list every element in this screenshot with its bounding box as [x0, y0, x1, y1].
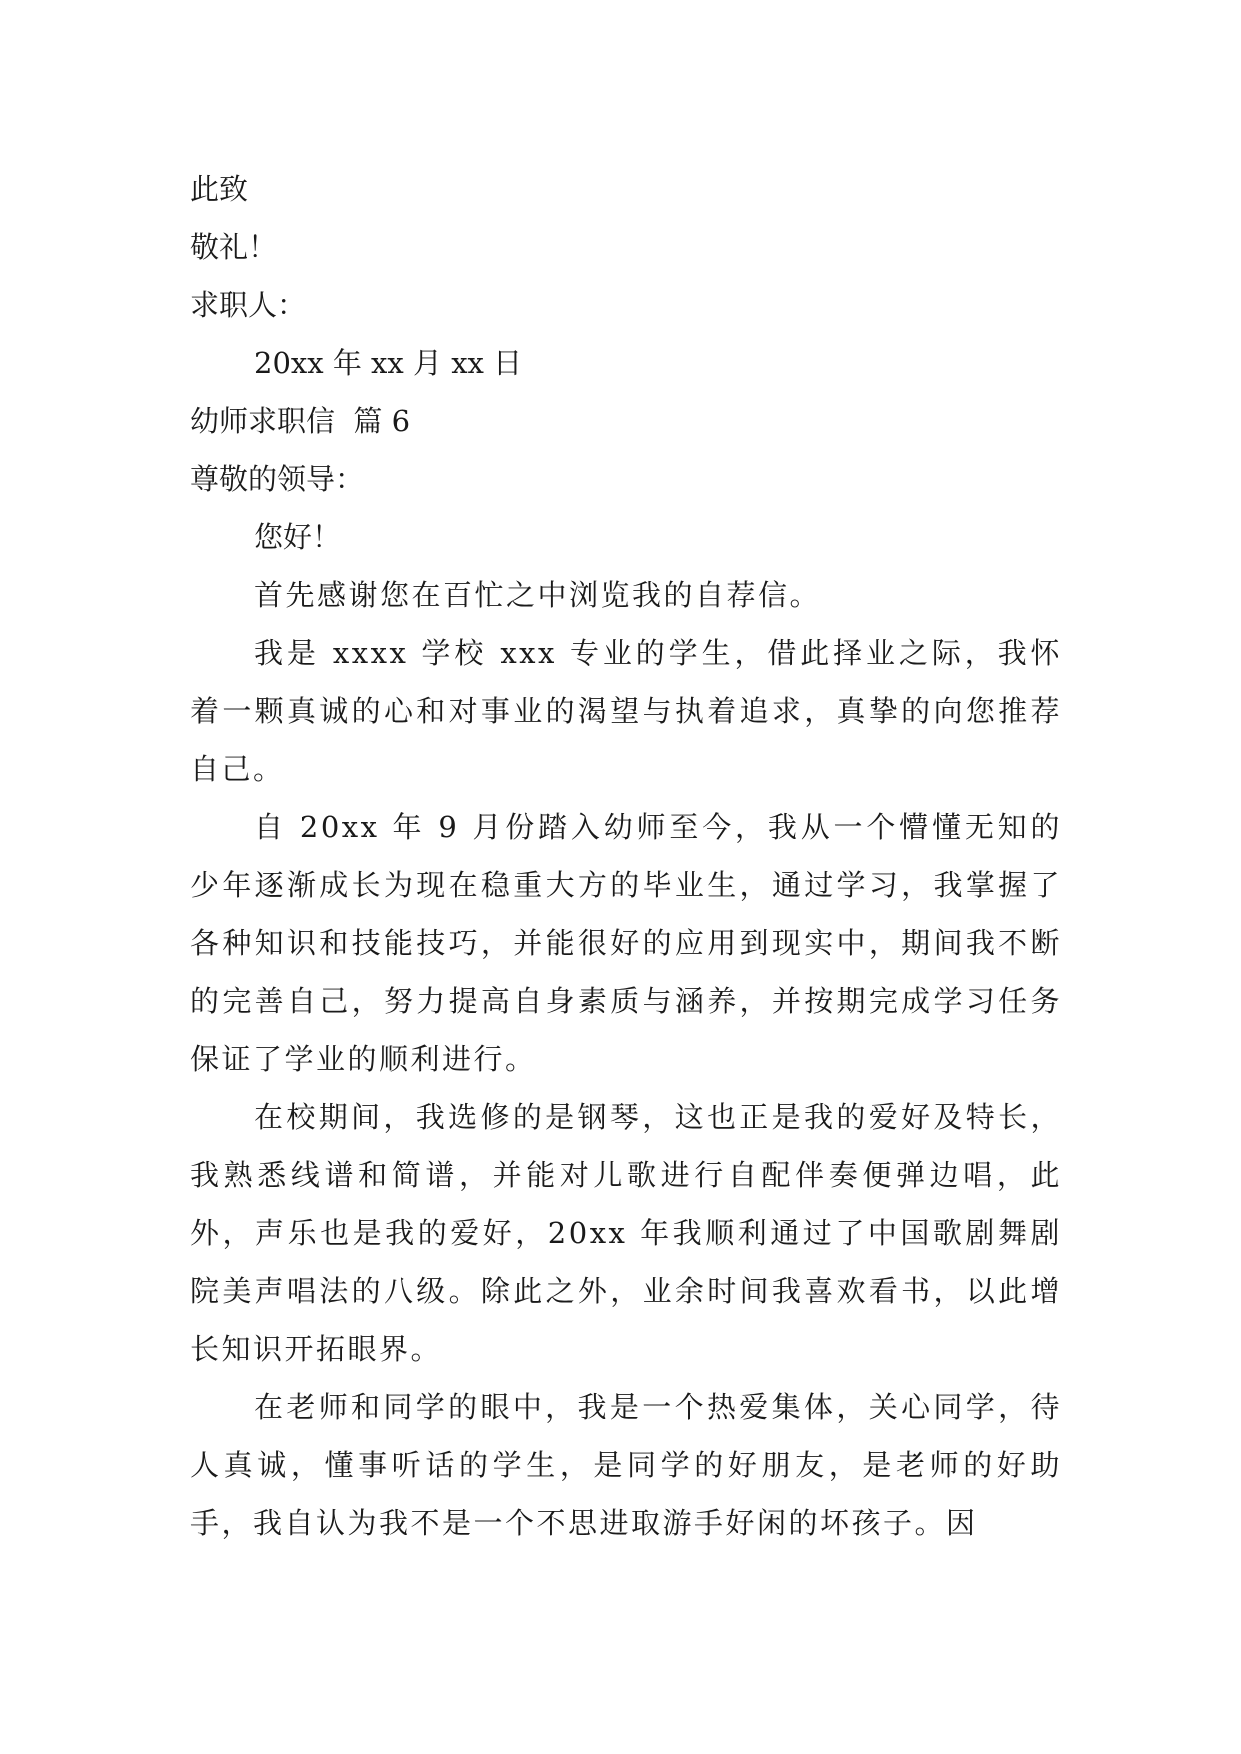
paragraph: 在老师和同学的眼中，我是一个热爱集体，关心同学，待人真诚，懂事听话的学生，是同学的好朋友，是老师的好助手，我自认为我不是一个不思进取游手好闲的坏孩子。因	[190, 1390, 1062, 1540]
hello-line: 您好！	[254, 520, 342, 554]
paragraph: 我是 xxxx 学校 xxx 专业的学生，借此择业之际，我怀着一颗真诚的心和对事业的渴望与执着追求，真挚的向您推荐自己。	[190, 636, 1062, 786]
section-heading: 幼师求职信 篇 6	[190, 404, 411, 438]
applicant-label: 求职人：	[190, 288, 307, 322]
closing-line: 此致	[190, 172, 249, 206]
paragraph: 首先感谢您在百忙之中浏览我的自荐信。	[254, 578, 822, 612]
salute-line: 敬礼！	[190, 230, 278, 264]
paragraph: 在校期间，我选修的是钢琴，这也正是我的爱好及特长，我熟悉线谱和简谱，并能对儿歌进行自配伴奏便弹边唱，此外，声乐也是我的爱好，20xx 年我顺利通过了中国歌剧舞剧院美声唱法的八级。除此之外，业余时间我喜欢看书，以此增长知识开拓眼界。	[190, 1100, 1062, 1366]
paragraph: 自 20xx 年 9 月份踏入幼师至今，我从一个懵懂无知的少年逐渐成长为现在稳重大方的毕业生，通过学习，我掌握了各种知识和技能技巧，并能很好的应用到现实中，期间我不断的完善自己，努力提高自身素质与涵养，并按期完成学习任务保证了学业的顺利进行。	[190, 810, 1062, 1076]
letter-date: 20xx 年 xx 月 xx 日	[254, 346, 523, 380]
letter-body	[190, 160, 1062, 1552]
greeting-line: 尊敬的领导：	[190, 462, 365, 496]
